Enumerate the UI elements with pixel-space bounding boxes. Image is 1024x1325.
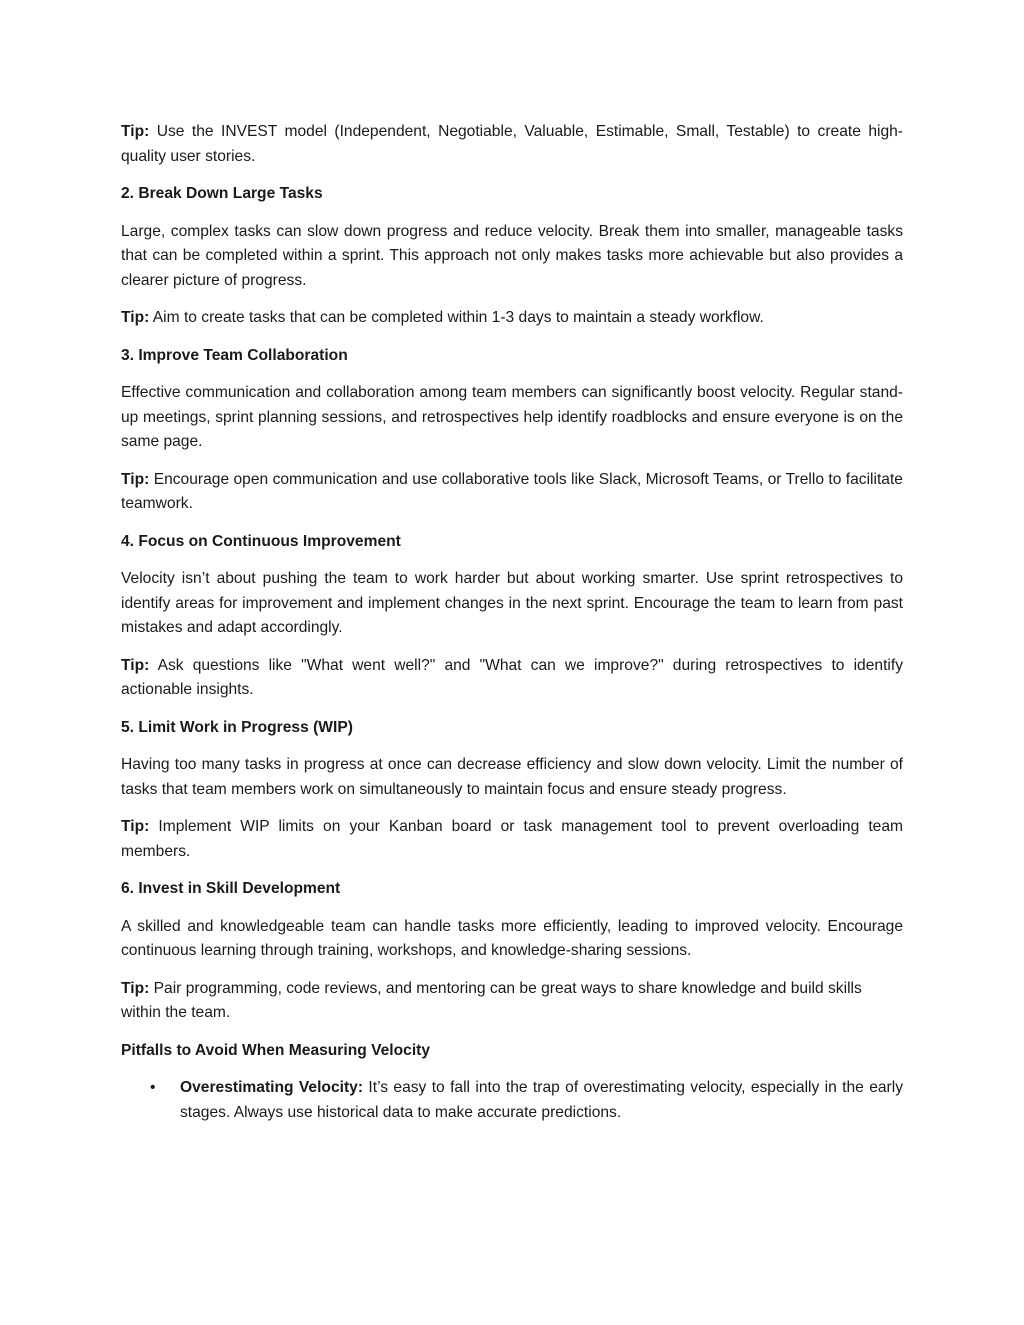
pitfalls-list [121,1076,903,1125]
tip-text: Pair programming, code reviews, and mentoring can be great ways to share knowledge and build skills within the team. [121,979,862,1021]
tip-task-duration [121,306,903,331]
tip-label: Tip: [121,309,150,326]
section-heading-skill-development: 6. Invest in Skill Development [121,880,341,897]
bullet-text: It’s easy to fall into the trap of overestimating velocity, especially in the early stages. Always use historical data to make accurate predictions. [180,1079,904,1121]
tip-text: Encourage open communication and use collaborative tools like Slack, Microsoft Teams, or Trello to facilitate teamwork. [121,470,903,512]
tip-label: Tip: [121,656,150,674]
tip-wip-limits [121,815,903,864]
paragraph-skill-development: A skilled and knowledgeable team can handle tasks more efficiently, leading to improved velocity. Encourage continuous learning through training, workshops, and knowledge-sharing sessions. [121,917,903,959]
tip-text: Ask questions like "What went well?" and "What can we improve?" during retrospectives to identify actionable insights. [121,656,903,698]
bullet-icon: • [150,1079,156,1096]
tip-retrospective-questions [121,654,903,703]
paragraph-break-down-tasks: Large, complex tasks can slow down progress and reduce velocity. Break them into smaller, manageable tasks that can be completed within a sprint. This approach not only makes tasks more achievable but also provides a clearer picture of progress. [121,222,903,289]
section-heading-team-collaboration: 3. Improve Team Collaboration [121,346,348,364]
tip-label: Tip: [121,123,150,140]
tip-label: Tip: [121,470,150,488]
bullet-label: Overestimating Velocity: [180,1079,364,1096]
tip-text: Implement WIP limits on your Kanban board or task management tool to prevent overloading team members. [121,818,903,860]
document-page [121,120,903,1125]
section-heading-continuous-improvement: 4. Focus on Continuous Improvement [121,532,401,550]
section-heading-pitfalls: Pitfalls to Avoid When Measuring Velocity [121,1041,431,1059]
tip-collaboration-tools [121,468,903,517]
tip-text: Aim to create tasks that can be completed within 1-3 days to maintain a steady workflow. [152,309,764,326]
paragraph-continuous-improvement: Velocity isn’t about pushing the team to work harder but about working smarter. Use sprint retrospectives to identify areas for improvement and implement changes in the next sprint. Encourage the team to learn from past mistakes and adapt accordingly. [121,570,903,636]
tip-pair-programming [121,977,903,1026]
section-heading-break-down-tasks: 2. Break Down Large Tasks [121,185,323,202]
tip-text: Use the INVEST model (Independent, Negotiable, Valuable, Estimable, Small, Testable) to create high-quality user stories. [121,123,903,165]
paragraph-team-collaboration: Effective communication and collaboration among team members can significantly boost velocity. Regular stand-up meetings, sprint planning sessions, and retrospectives help identify roadblocks and ensure everyone is on the same page. [121,384,903,450]
paragraph-limit-wip: Having too many tasks in progress at once can decrease efficiency and slow down velocity. Limit the number of tasks that team members work on simultaneously to maintain focus and ensure steady progress. [121,756,903,798]
tip-label: Tip: [121,818,150,835]
section-heading-limit-wip: 5. Limit Work in Progress (WIP) [121,718,353,736]
list-item [121,1076,903,1125]
tip-invest [121,120,903,169]
tip-label: Tip: [121,979,150,997]
